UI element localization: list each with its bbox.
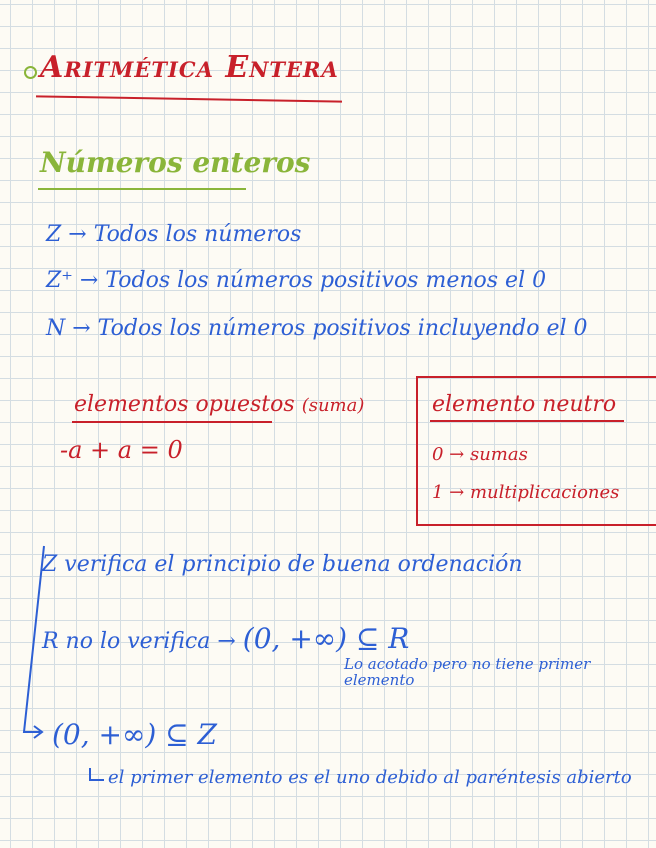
def-symbol: N	[46, 316, 66, 341]
opposites-heading: elementos opuestos	[74, 392, 295, 417]
def-z: Z → Todos los números	[46, 222, 302, 247]
def-symbol: Z⁺	[46, 268, 73, 293]
def-symbol: Z	[46, 222, 62, 247]
page-title: Aritmética Entera	[40, 50, 339, 85]
order-line2-note: Lo acotado pero no tiene primer elemento	[344, 655, 591, 689]
order-line2-expr: (0, +∞) ⊆ R	[242, 622, 410, 655]
order-line3-note: el primer elemento es el uno debido al paréntesis abierto	[108, 767, 632, 788]
sub-arrow-icon	[90, 768, 104, 780]
neutral-heading: elemento neutro	[432, 392, 617, 417]
order-line1: Z verifica el principio de buena ordenación	[42, 552, 523, 577]
order-line3-expr: (0, +∞) ⊆ Z	[52, 718, 217, 751]
order-line2	[42, 622, 409, 655]
opposites-note: (suma)	[301, 395, 365, 416]
bracket-line	[24, 546, 44, 732]
section-subtitle: Números enteros	[40, 146, 311, 179]
def-text: Todos los números positivos menos el 0	[105, 268, 547, 293]
def-z-plus: Z⁺ → Todos los números positivos menos el 0	[46, 268, 547, 293]
def-text: Todos los números positivos incluyendo el 0	[97, 316, 588, 341]
opposites-formula: -a + a = 0	[60, 436, 183, 464]
def-text: Todos los números	[93, 222, 302, 247]
neutral-item-multiplicaciones: 1 → multiplicaciones	[432, 482, 620, 503]
def-n: N → Todos los números positivos incluyendo el 0	[46, 316, 588, 341]
order-line2-start: R no lo verifica →	[42, 629, 236, 654]
neutral-item-sumas: 0 → sumas	[432, 444, 528, 465]
